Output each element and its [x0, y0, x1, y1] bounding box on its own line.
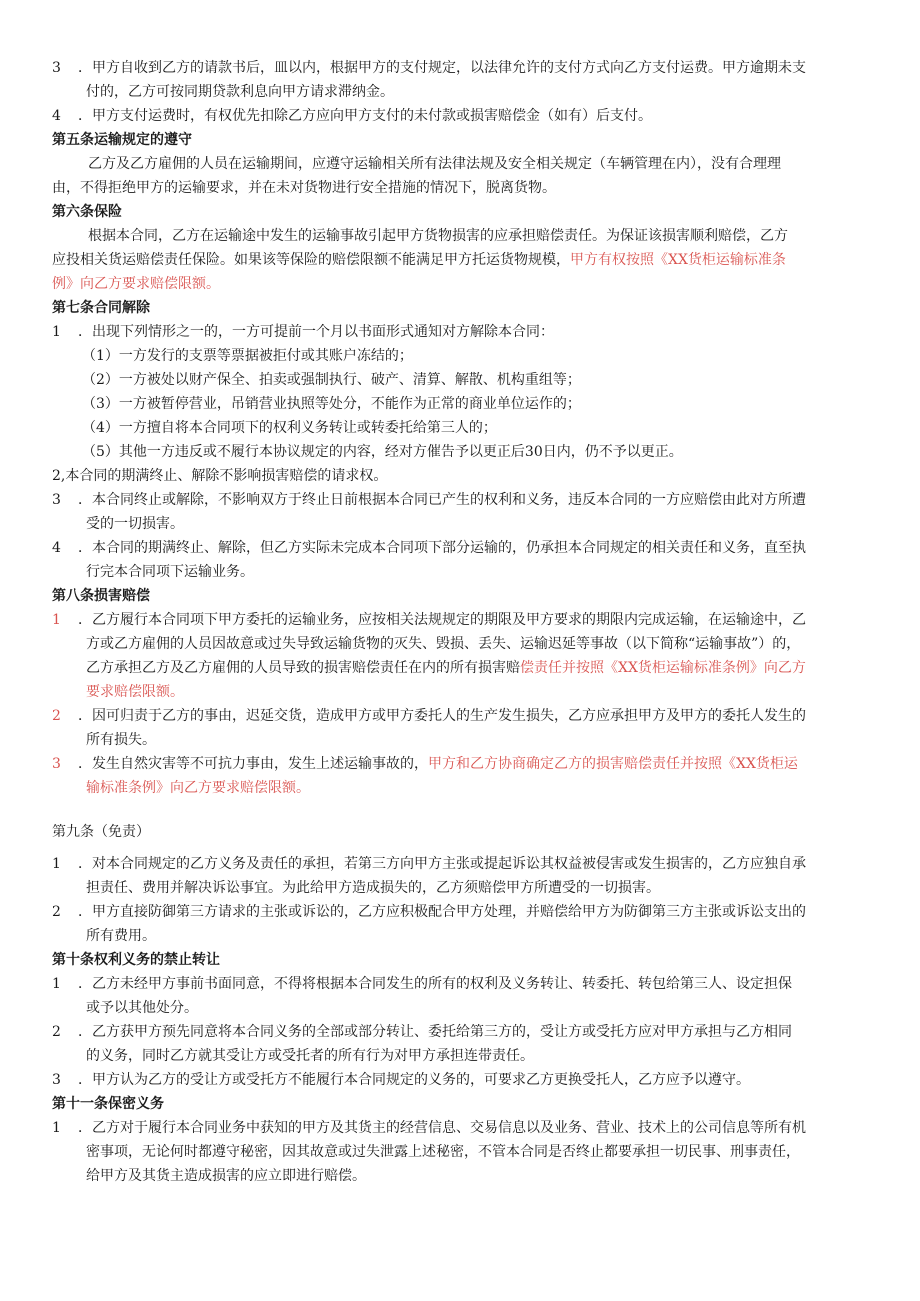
section-11-title: 第十一条保密义务 [52, 1096, 164, 1112]
clause-9-2-cont: 所有费用。 [86, 928, 156, 944]
item-number: 3 [52, 756, 61, 772]
clause-8-2-cont: 所有损失。 [86, 732, 156, 748]
clause-11-1 [52, 1116, 872, 1140]
highlighted-text: 偿责任并按照《XX货柜运输标准条例》向乙方 [520, 660, 806, 676]
clause-7-1-sub5: （5）其他一方违反或不履行本协议规定的内容，经对方催告予以更正后30日内，仍不予以更正。 [82, 444, 683, 460]
clause-10-2-cont: 的义务，同时乙方就其受让方或受托者的所有行为对甲方承担连带责任。 [86, 1048, 534, 1064]
clause-11-1-cont2: 给甲方及其货主造成损害的应立即进行赔偿。 [86, 1168, 366, 1184]
clause-7-1-sub3: （3）一方被暂停营业，吊销营业执照等处分，不能作为正常的商业单位运作的； [82, 396, 581, 412]
clause-8-1-cont: 方或乙方雇佣的人员因故意或过失导致运输货物的灭失、毁损、丢失、运输迟延等事故（以下简称“运输事故”）的， [86, 636, 801, 652]
item-number: 1 [52, 976, 61, 992]
clause-8-1-highlight-cont: 要求赔偿限额。 [86, 684, 184, 700]
section-6-para: 根据本合同，乙方在运输途中发生的运输事故引起甲方货物损害的应承担赔偿责任。为保证该损害顺利赔偿，乙方 [88, 228, 788, 244]
section-6-title: 第六条保险 [52, 204, 122, 220]
clause-text: 应投相关货运赔偿责任保险。如果该等保险的赔偿限额不能满足甲方托运货物规模， [52, 252, 570, 268]
item-number: 3 [52, 1072, 61, 1088]
clause-text: ．乙方获甲方预先同意将本合同义务的全部或部分转让、委托给第三方的，受让方或受托方应对甲方承担与乙方相同 [78, 1024, 792, 1040]
clause-7-3-cont: 受的一切损害。 [86, 516, 184, 532]
clause-4-3 [52, 56, 872, 80]
contract-page [52, 56, 872, 1188]
clause-text: ．因可归责于乙方的事由，迟延交货，造成甲方或甲方委托人的生产发生损失，乙方应承担甲方及甲方的委托人发生的 [78, 708, 806, 724]
clause-text: 乙方承担乙方及乙方雇佣的人员导致的损害赔偿责任在内的所有损害赔 [86, 660, 520, 676]
clause-text: ．对本合同规定的乙方义务及责任的承担，若第三方向甲方主张或提起诉讼其权益被侵害或发生损害的，乙方应独自承 [78, 856, 806, 872]
clause-10-1-cont: 或予以其他处分。 [86, 1000, 198, 1016]
clause-7-3 [52, 488, 872, 512]
section-9-title: 第九条（免责） [52, 824, 150, 840]
clause-text: ．出现下列情形之一的，一方可提前一个月以书面形式通知对方解除本合同： [78, 324, 554, 340]
item-number: 1 [52, 612, 61, 628]
section-6-highlight-cont: 例》向乙方要求赔偿限额。 [52, 276, 220, 292]
clause-8-3-highlight-cont: 输标准条例》向乙方要求赔偿限额。 [86, 780, 310, 796]
spacer [52, 800, 872, 820]
clause-text: ．甲方直接防御第三方请求的主张或诉讼的，乙方应积极配合甲方处理，并赔偿给甲方为防御第三方主张或诉讼支出的 [78, 904, 806, 920]
section-6-para-cont [52, 248, 872, 272]
clause-text: ．发生自然灾害等不可抗力事由，发生上述运输事故的， [78, 756, 428, 772]
clause-10-1 [52, 972, 872, 996]
item-number: 1 [52, 856, 61, 872]
clause-text: ．本合同终止或解除，不影响双方于终止日前根据本合同已产生的权利和义务，违反本合同的一方应赔偿由此对方所遭 [78, 492, 806, 508]
clause-4-4 [52, 104, 872, 128]
section-5-para: 乙方及乙方雇佣的人员在运输期间，应遵守运输相关所有法律法规及安全相关规定（车辆管理在内），没有合理理 [88, 156, 781, 172]
item-number: 2 [52, 904, 61, 920]
clause-8-1-cont2 [52, 656, 872, 680]
clause-10-3 [52, 1068, 872, 1092]
section-8-title: 第八条损害赔偿 [52, 588, 150, 604]
section-7-title: 第七条合同解除 [52, 300, 150, 316]
clause-text: ．乙方未经甲方事前书面同意，不得将根据本合同发生的所有的权利及义务转让、转委托、转包给第三人、设定担保 [78, 976, 792, 992]
item-number: 3 [52, 492, 61, 508]
item-number: 4 [52, 540, 61, 556]
clause-7-4-cont: 行完本合同项下运输业务。 [86, 564, 254, 580]
clause-9-1 [52, 852, 872, 876]
section-10-title: 第十条权利义务的禁止转让 [52, 952, 220, 968]
clause-text: ．甲方认为乙方的受让方或受托方不能履行本合同规定的义务的，可要求乙方更换受托人，乙方应予以遵守。 [78, 1072, 750, 1088]
clause-7-1-sub1: （1）一方发行的支票等票据被拒付或其账户冻结的； [82, 348, 413, 364]
clause-text: ．乙方对于履行本合同业务中获知的甲方及其货主的经营信息、交易信息以及业务、营业、技术上的公司信息等所有机 [78, 1120, 806, 1136]
clause-7-4 [52, 536, 872, 560]
clause-7-1-sub2: （2）一方被处以财产保全、拍卖或强制执行、破产、清算、解散、机构重组等； [82, 372, 581, 388]
clause-7-2: 2,本合同的期满终止、解除不影响损害赔偿的请求权。 [52, 468, 388, 484]
item-number: 2 [52, 1024, 61, 1040]
highlighted-text: 甲方有权按照《XX货柜运输标准条 [570, 252, 786, 268]
item-number: 4 [52, 108, 61, 124]
clause-9-2 [52, 900, 872, 924]
clause-text: ．乙方履行本合同项下甲方委托的运输业务，应按相关法规规定的期限及甲方要求的期限内完成运输，在运输途中，乙 [78, 612, 806, 628]
clause-text: ．本合同的期满终止、解除，但乙方实际未完成本合同项下部分运输的，仍承担本合同规定的相关责任和义务，直至执 [78, 540, 806, 556]
clause-text: ．甲方自收到乙方的请款书后，皿以内，根据甲方的支付规定，以法律允许的支付方式向乙方支付运费。甲方逾期未支 [78, 60, 806, 76]
item-number: 1 [52, 1120, 61, 1136]
clause-8-3 [52, 752, 872, 776]
clause-8-1 [52, 608, 872, 632]
section-5-title: 第五条运输规定的遵守 [52, 132, 192, 148]
clause-text: ．甲方支付运费时，有权优先扣除乙方应向甲方支付的未付款或损害赔偿金（如有）后支付。 [78, 108, 652, 124]
item-number: 3 [52, 60, 61, 76]
clause-11-1-cont: 密事项，无论何时都遵守秘密，因其故意或过失泄露上述秘密，不管本合同是否终止都要承担一切民事、刑事责任， [86, 1144, 800, 1160]
section-5-para-cont: 由，不得拒绝甲方的运输要求，并在未对货物进行安全措施的情况下，脱离货物。 [52, 180, 556, 196]
clause-10-2 [52, 1020, 872, 1044]
item-number: 2 [52, 708, 61, 724]
clause-4-3-cont: 付的，乙方可按同期贷款利息向甲方请求滞纳金。 [86, 84, 394, 100]
clause-9-1-cont: 担责任、费用并解决诉讼事宜。为此给甲方造成损失的，乙方须赔偿甲方所遭受的一切损害。 [86, 880, 660, 896]
item-number: 1 [52, 324, 61, 340]
clause-7-1 [52, 320, 872, 344]
highlighted-text: 甲方和乙方协商确定乙方的损害赔偿责任并按照《XX货柜运 [428, 756, 798, 772]
clause-8-2 [52, 704, 872, 728]
clause-7-1-sub4: （4）一方擅自将本合同项下的权利义务转让或转委托给第三人的； [82, 420, 497, 436]
spacer [52, 844, 872, 852]
